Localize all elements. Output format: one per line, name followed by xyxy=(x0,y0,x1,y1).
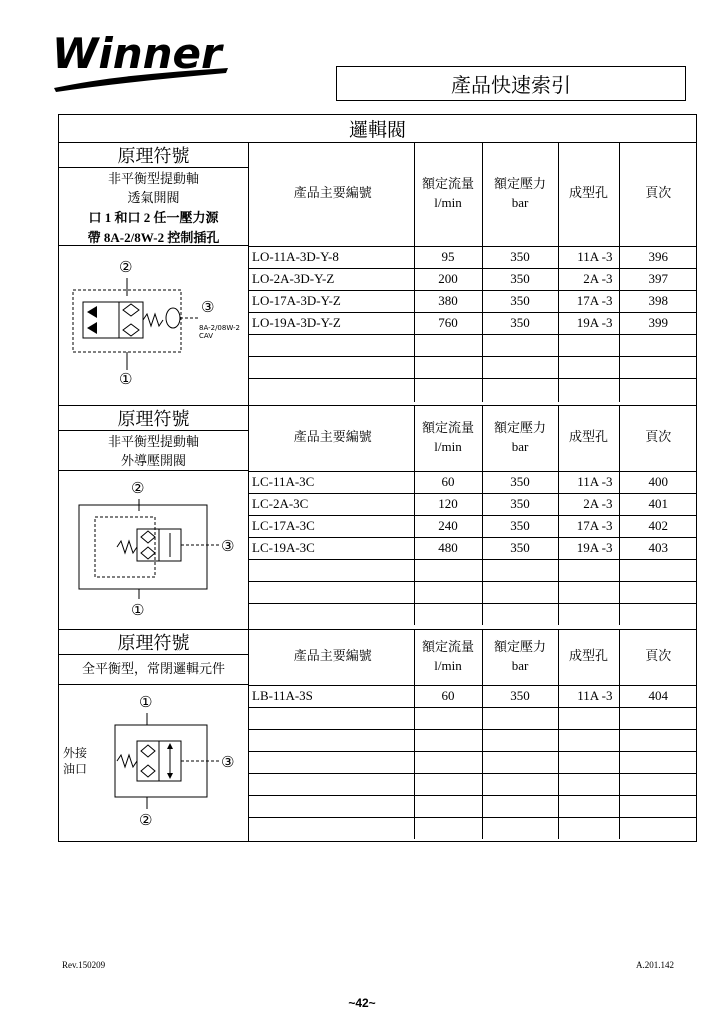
symbol-title: 原理符號 xyxy=(59,406,248,431)
table-row: LC-2A-3C 120 350 2A -3 401 xyxy=(249,493,697,515)
symbol-description: 非平衡型提動軸 透氣開閥 口 1 和口 2 任一壓力源 帶 8A-2/8W-2 控制插孔 xyxy=(59,168,248,246)
svg-text:③: ③ xyxy=(221,537,235,555)
symbol-description: 非平衡型提動軸 外導壓開閥 xyxy=(59,431,248,471)
table-header: 產品主要編號 額定流量 l/min 額定壓力 bar 成型孔 頁次 xyxy=(249,143,697,246)
valve-symbol-diagram xyxy=(59,246,248,404)
table-header: 產品主要編號 額定流量 l/min 額定壓力 bar 成型孔 頁次 xyxy=(249,630,697,685)
table-row: LB-11A-3S 60 350 11A -3 404 xyxy=(249,685,697,707)
table-row: LO-19A-3D-Y-Z 760 350 19A -3 399 xyxy=(249,312,697,334)
product-table-lc xyxy=(249,406,697,625)
section-title: 邏輯閥 xyxy=(59,115,696,143)
svg-text:②: ② xyxy=(131,479,145,497)
table-row-empty xyxy=(249,334,697,356)
svg-text:CAV: CAV xyxy=(199,332,214,340)
product-table-lb xyxy=(249,630,697,839)
table-row-empty xyxy=(249,356,697,378)
page-number: ~42~ xyxy=(348,996,376,1010)
table-row-empty xyxy=(249,378,697,402)
svg-text:①: ① xyxy=(139,693,153,711)
table-row-empty xyxy=(249,795,697,817)
svg-text:②: ② xyxy=(119,258,133,276)
table-row: LC-19A-3C 480 350 19A -3 403 xyxy=(249,537,697,559)
table-row: LO-11A-3D-Y-8 95 350 11A -3 396 xyxy=(249,246,697,268)
valve-symbol-diagram xyxy=(59,685,248,840)
section-lc xyxy=(59,406,696,630)
table-row-empty xyxy=(249,773,697,795)
symbol-description: 全平衡型，常閉邏輯元件 xyxy=(59,655,248,685)
table-row: LO-2A-3D-Y-Z 200 350 2A -3 397 xyxy=(249,268,697,290)
table-row-empty xyxy=(249,559,697,581)
svg-text:8A-2/08W-2: 8A-2/08W-2 xyxy=(199,324,240,332)
valve-symbol-diagram xyxy=(59,471,248,628)
svg-text:③: ③ xyxy=(221,753,235,771)
table-row-empty xyxy=(249,581,697,603)
symbol-title: 原理符號 xyxy=(59,143,248,168)
svg-text:Winner: Winner xyxy=(52,29,222,78)
symbol-title: 原理符號 xyxy=(59,630,248,655)
svg-text:外接: 外接 xyxy=(63,746,88,760)
revision-label: Rev.150209 xyxy=(62,960,106,970)
table-row-empty xyxy=(249,751,697,773)
index-frame xyxy=(58,114,697,842)
winner-logo xyxy=(50,26,230,96)
svg-text:②: ② xyxy=(139,811,153,829)
svg-text:①: ① xyxy=(119,370,133,388)
svg-text:①: ① xyxy=(131,601,145,619)
table-row-empty xyxy=(249,817,697,839)
table-row-empty xyxy=(249,603,697,625)
page-title: 產品快速索引 xyxy=(336,66,686,101)
section-lo xyxy=(59,143,696,406)
section-lb xyxy=(59,630,696,841)
table-row: LC-17A-3C 240 350 17A -3 402 xyxy=(249,515,697,537)
table-row-empty xyxy=(249,729,697,751)
document-number: A.201.142 xyxy=(636,960,674,970)
product-table-lo xyxy=(249,143,697,402)
svg-text:油口: 油口 xyxy=(63,762,88,776)
table-row-empty xyxy=(249,707,697,729)
table-row: LC-11A-3C 60 350 11A -3 400 xyxy=(249,471,697,493)
table-row: LO-17A-3D-Y-Z 380 350 17A -3 398 xyxy=(249,290,697,312)
table-header: 產品主要編號 額定流量 l/min 額定壓力 bar 成型孔 頁次 xyxy=(249,406,697,471)
svg-text:③: ③ xyxy=(201,298,215,316)
